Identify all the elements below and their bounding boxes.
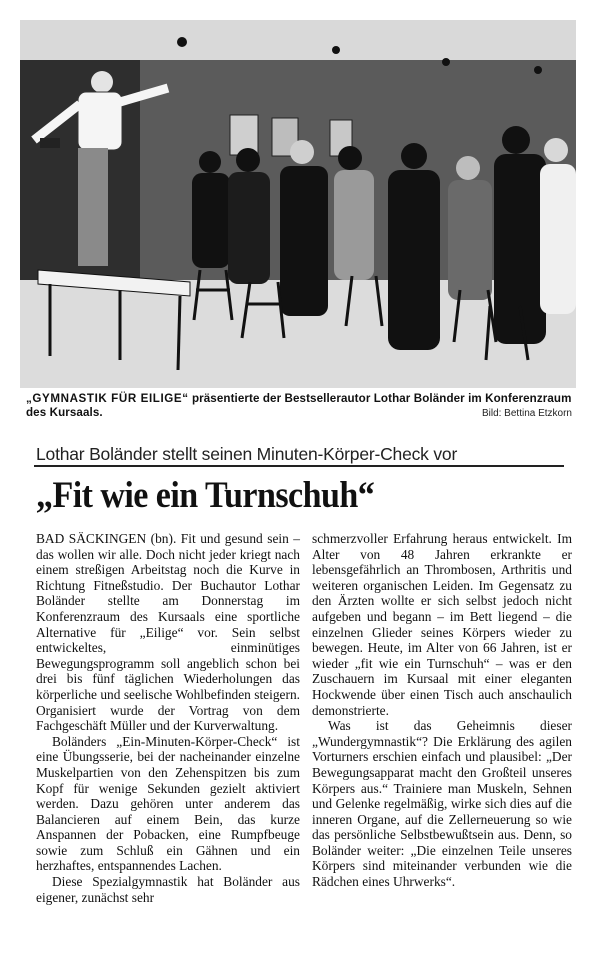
article-paragraph: Boländers „Ein-Minuten-Körper-Check“ ist eine Übungsserie, bei der nacheinander einzelne Muskelpartien von den Zehenspitzen bis zum Kopf für wenige Sekunden gezielt aktiviert werden. Dazu gehören unter anderem das Balancieren auf einem Bein, das kurze Anspannen der Pobacken, eine Rumpfbeuge sowie zum Schluß ein Gähnen und ein herzhaftes, entspannendes Lachen. [36, 733, 300, 874]
photo-illustration [20, 20, 576, 388]
article-photo [20, 20, 576, 388]
photo-ceiling-lamp [442, 58, 450, 66]
photo-ceiling-lamp [332, 46, 340, 54]
photo-ceiling [20, 20, 576, 60]
caption-lead: „GYMNASTIK FÜR EILIGE“ [26, 392, 189, 405]
article-column-1 [36, 531, 300, 905]
photo-ceiling-lamp [177, 37, 187, 47]
article-paragraph: Was ist das Geheimnis dieser „Wundergymnastik“? Die Erklärung des agilen Vorturners erschien einfach und plausibel: „Der Bewegungsapparat macht den Großteil unseres Körpers aus.“ Trainiere man Muskeln, Sehnen und Gelenke regelmäßig, wirke sich dies auf die inneren Organe, auf die Zellerneuerung so wie das persönliche Selbstbewußtsein aus. Denn, so Boländer weiter: „Die einzelnen Teile unseres Körpers sind miteinander verbunden wie die Rädchen eines Uhrwerks“. [312, 718, 572, 890]
article-column-2 [312, 531, 572, 890]
photo-ceiling-lamp [534, 66, 542, 74]
kicker-rule [34, 465, 564, 467]
photo-credit: Bild: Bettina Etzkorn [481, 408, 572, 419]
article-headline: „Fit wie ein Turnschuh“ [36, 475, 375, 516]
article-paragraph: schmerzvoller Erfahrung heraus entwickelt. Im Alter von 48 Jahren erkrankte er lebensgefährlich an Thrombosen, Arthritis und weiteren organischen Leiden. Im Gegensatz zu den Ärzten wollte er sich selbst jedoch nicht aufgeben und begann – im Bett liegend – die einzelnen Glieder seines Körpers wieder zu bewegen. Heute, im Alter von 66 Jahren, ist er wieder „fit wie ein Turnschuh“ – was er den Zuschauern im Kursaal mit einer eleganten Hockwende über einen Tisch auch anschaulich demonstrierte. [312, 531, 572, 718]
caption-text: präsentierte der Bestsellerautor Lothar Boländer im Konferenzraum des Kursaals. [26, 392, 572, 419]
article-paragraph: BAD SÄCKINGEN (bn). Fit und gesund sein – das wollen wir alle. Doch nicht jeder kriegt nach einem streßigen Arbeitstag noch die Kurve in Richtung Fitneßstudio. Der Buchautor Lothar Boländer stellte am Donnerstag im Konferenzraum des Kursaals eine sportliche Alternative für „Eilige“ vor. Sein selbst entwickeltes, einminütiges Bewegungsprogramm soll angeblich schon bei drei bis fünf täglichen Wiederholungen das körperliche und seelische Wohlbefinden steigern. Organisiert wurde der Vortrag von dem Fachgeschäft Müller und der Kurverwaltung. [36, 531, 300, 734]
article-paragraph: Diese Spezialgymnastik hat Boländer aus eigener, zunächst sehr [36, 874, 300, 905]
article-kicker: Lothar Boländer stellt seinen Minuten-Körper-Check vor [36, 444, 458, 464]
